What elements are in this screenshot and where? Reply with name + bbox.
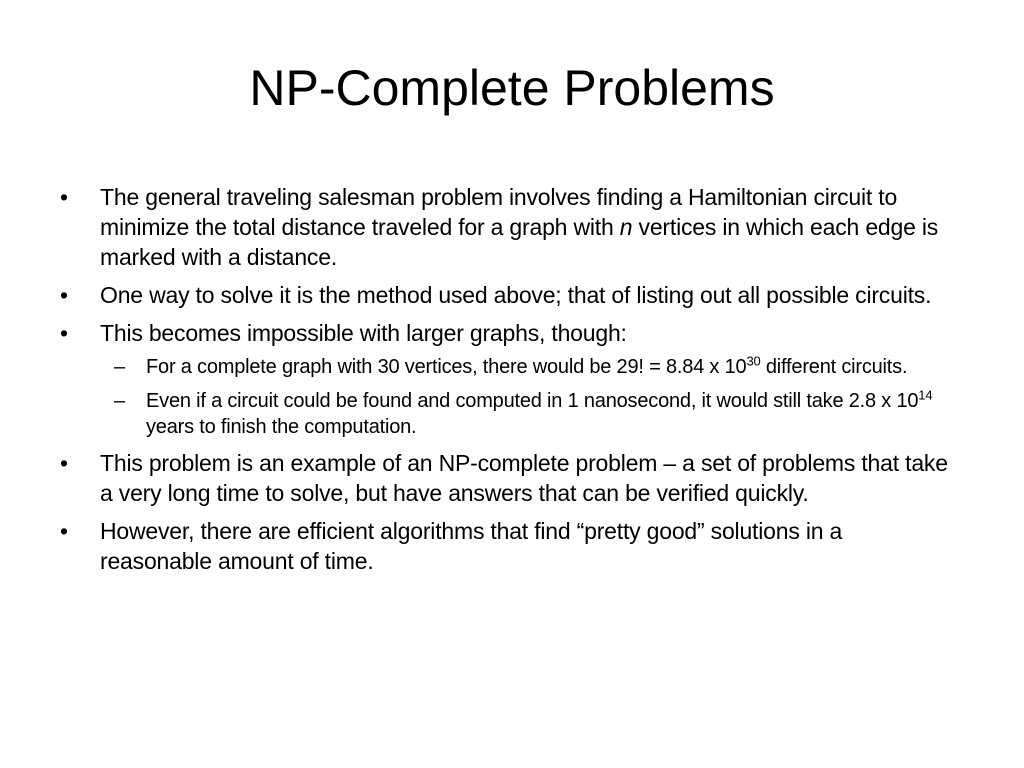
sub-bullet-text: years to finish the computation. <box>146 416 417 438</box>
bullet-text: However, there are efficient algorithms that find “pretty good” solutions in a reasonable amount of time. <box>100 518 843 574</box>
dash-icon: – <box>114 356 125 378</box>
bullet-item-tsp <box>60 182 960 272</box>
sub-bullet-item-years <box>100 388 960 440</box>
bullet-item-algorithms <box>60 516 960 576</box>
bullet-icon: • <box>60 450 68 476</box>
bullet-list <box>60 182 960 584</box>
exponent: 30 <box>746 353 761 369</box>
bullet-icon: • <box>60 184 68 210</box>
bullet-item-np-complete <box>60 448 960 508</box>
sub-bullet-text: different circuits. <box>760 356 908 378</box>
bullet-icon: • <box>60 518 68 544</box>
exponent: 14 <box>918 387 933 403</box>
bullet-text: This problem is an example of an NP-complete problem – a set of problems that take a very long time to solve, but have answers that can be verified quickly. <box>100 450 948 506</box>
dash-icon: – <box>114 390 125 412</box>
bullet-item-impossible <box>60 318 960 440</box>
slide-title: NP-Complete Problems <box>249 60 775 116</box>
bullet-icon: • <box>60 282 68 308</box>
sub-bullet-text: For a complete graph with 30 vertices, there would be 29! = 8.84 x 10 <box>146 356 747 378</box>
bullet-text: The general traveling salesman problem involves finding a Hamiltonian circuit to minimize the total distance traveled for a graph with <box>100 184 898 240</box>
bullet-text: One way to solve it is the method used above; that of listing out all possible circuits. <box>100 282 932 308</box>
bullet-text: vertices in which each edge is marked with a distance. <box>100 214 939 270</box>
variable-n: n <box>619 214 633 240</box>
sub-bullet-item-circuits <box>100 354 960 380</box>
bullet-text: This becomes impossible with larger graphs, though: <box>100 320 627 346</box>
sub-bullet-list <box>100 354 960 440</box>
sub-bullet-text: Even if a circuit could be found and computed in 1 nanosecond, it would still take 2.8 x 10 <box>146 390 919 412</box>
bullet-icon: • <box>60 320 68 346</box>
bullet-item-method <box>60 280 960 310</box>
